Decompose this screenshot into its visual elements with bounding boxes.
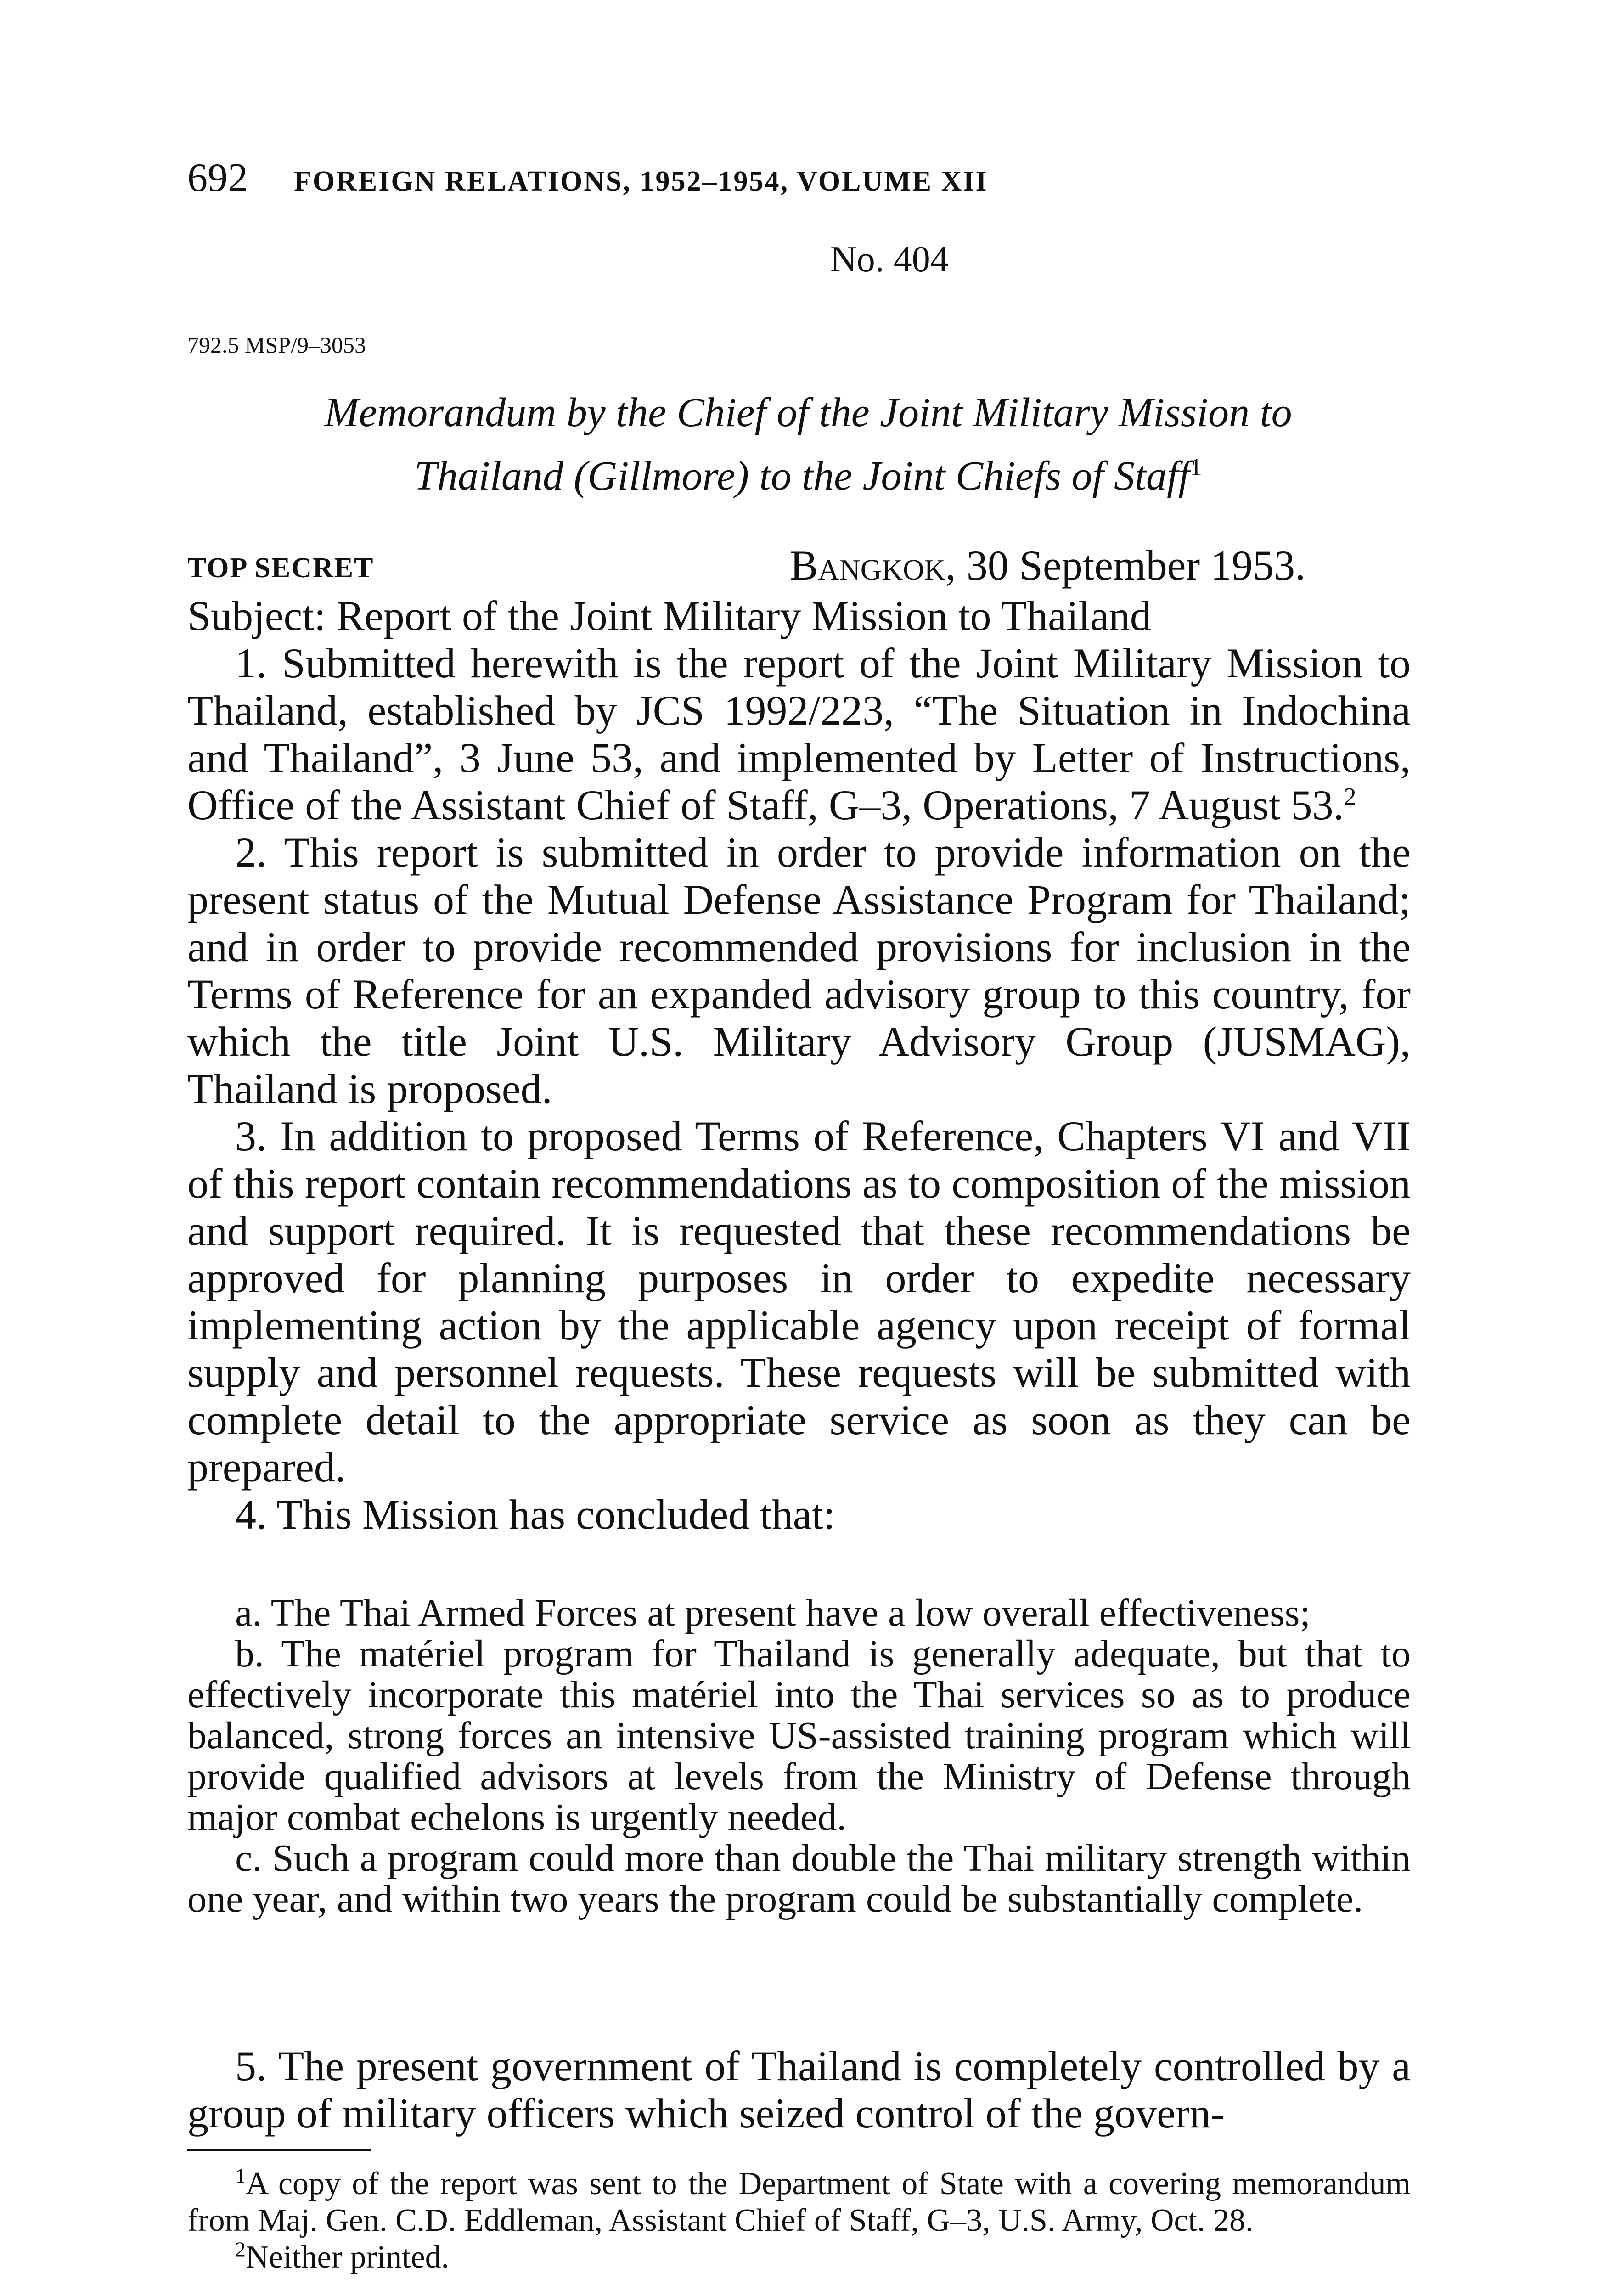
running-head: FOREIGN RELATIONS, 1952–1954, VOLUME XII	[294, 166, 988, 197]
title-line-1: Memorandum by the Chief of the Joint Military Mission to	[324, 390, 1292, 435]
footnote-2-text: Neither printed.	[246, 2240, 450, 2275]
paragraph-1-text: 1. Submitted herewith is the report of the Joint Military Mission to Thailand, established by JCS 1992/223, “The Situation in Indochina and Thailand”, 3 June 53, and implemented by Letter of Instructions, Office of the Assistant Chief of Staff, G–3, Operations, 7 August 53.	[187, 640, 1411, 828]
conclusion-c: c. Such a program could more than double the Thai military strength within one year, and within two years the program could be substantially complete.	[187, 1837, 1411, 1920]
conclusions-list	[187, 1593, 1411, 1919]
subject-line: Subject: Report of the Joint Military Mission to Thailand	[187, 592, 1151, 639]
paragraph-2: 2. This report is submitted in order to provide information on the present status of the Mutual Defense Assistance Program for Thailand; and in order to provide recommended provisions for inclusion in the Terms of Reference for an expanded advisory group to this country, for which the title Joint U.S. Military Advisory Group (JUSMAG), Thailand is proposed.	[187, 829, 1411, 1112]
footnote-1-text: A copy of the report was sent to the Department of State with a covering memorandum from Maj. Gen. C.D. Eddleman, Assistant Chief of Staff, G–3, U.S. Army, Oct. 28.	[187, 2166, 1411, 2238]
paragraph-1	[187, 640, 1411, 829]
footnotes	[187, 2166, 1411, 2276]
footnote-2	[187, 2239, 1411, 2276]
dateline-date: 30 September 1953.	[956, 542, 1306, 589]
memo-body	[187, 592, 1411, 1538]
paragraph-5: 5. The present government of Thailand is completely controlled by a group of military officers which seized control of the govern-	[187, 2043, 1411, 2137]
title-line-2	[257, 440, 1359, 503]
footnote-2-marker: 2	[235, 2237, 246, 2261]
conclusion-a: a. The Thai Armed Forces at present have a low overall effectiveness;	[235, 1592, 1311, 1634]
page-number: 692	[187, 156, 248, 200]
document-number: No. 404	[830, 239, 949, 280]
paragraph-4: 4. This Mission has concluded that:	[235, 1491, 835, 1538]
dateline	[790, 541, 1305, 590]
paragraph-3: 3. In addition to proposed Terms of Reference, Chapters VI and VII of this report contain recommendations as to composition of the mission and support required. It is requested that these recommendations be approved for planning purposes in order to expedite necessary implementing action by the applicable agency upon receipt of formal supply and personnel requests. These requests will be submitted with complete detail to the appropriate service as soon as they can be prepared.	[187, 1113, 1411, 1491]
conclusion-b: b. The matériel program for Thailand is generally adequate, but that to effectively incorporate this matériel into the Thai services so as to produce balanced, strong forces an intensive US-assisted training program which will provide qualified advisors at levels from the Ministry of Defense through major combat echelons is urgently needed.	[187, 1632, 1411, 1839]
footnote-1	[187, 2166, 1411, 2239]
footnote-1-marker: 1	[235, 2164, 246, 2188]
classification-marking: TOP SECRET	[187, 552, 374, 584]
file-reference: 792.5 MSP/9–3053	[187, 332, 366, 358]
title-line-2-text: Thailand (Gillmore) to the Joint Chiefs of Staff	[414, 453, 1190, 499]
document-title	[257, 386, 1359, 503]
memo-body-continued	[187, 2043, 1411, 2137]
footnote-divider	[187, 2149, 371, 2151]
title-footnote-marker[interactable]: 1	[1190, 453, 1203, 481]
paragraph-1-footnote-marker[interactable]: 2	[1344, 782, 1356, 810]
dateline-place: Bangkok,	[790, 542, 956, 589]
